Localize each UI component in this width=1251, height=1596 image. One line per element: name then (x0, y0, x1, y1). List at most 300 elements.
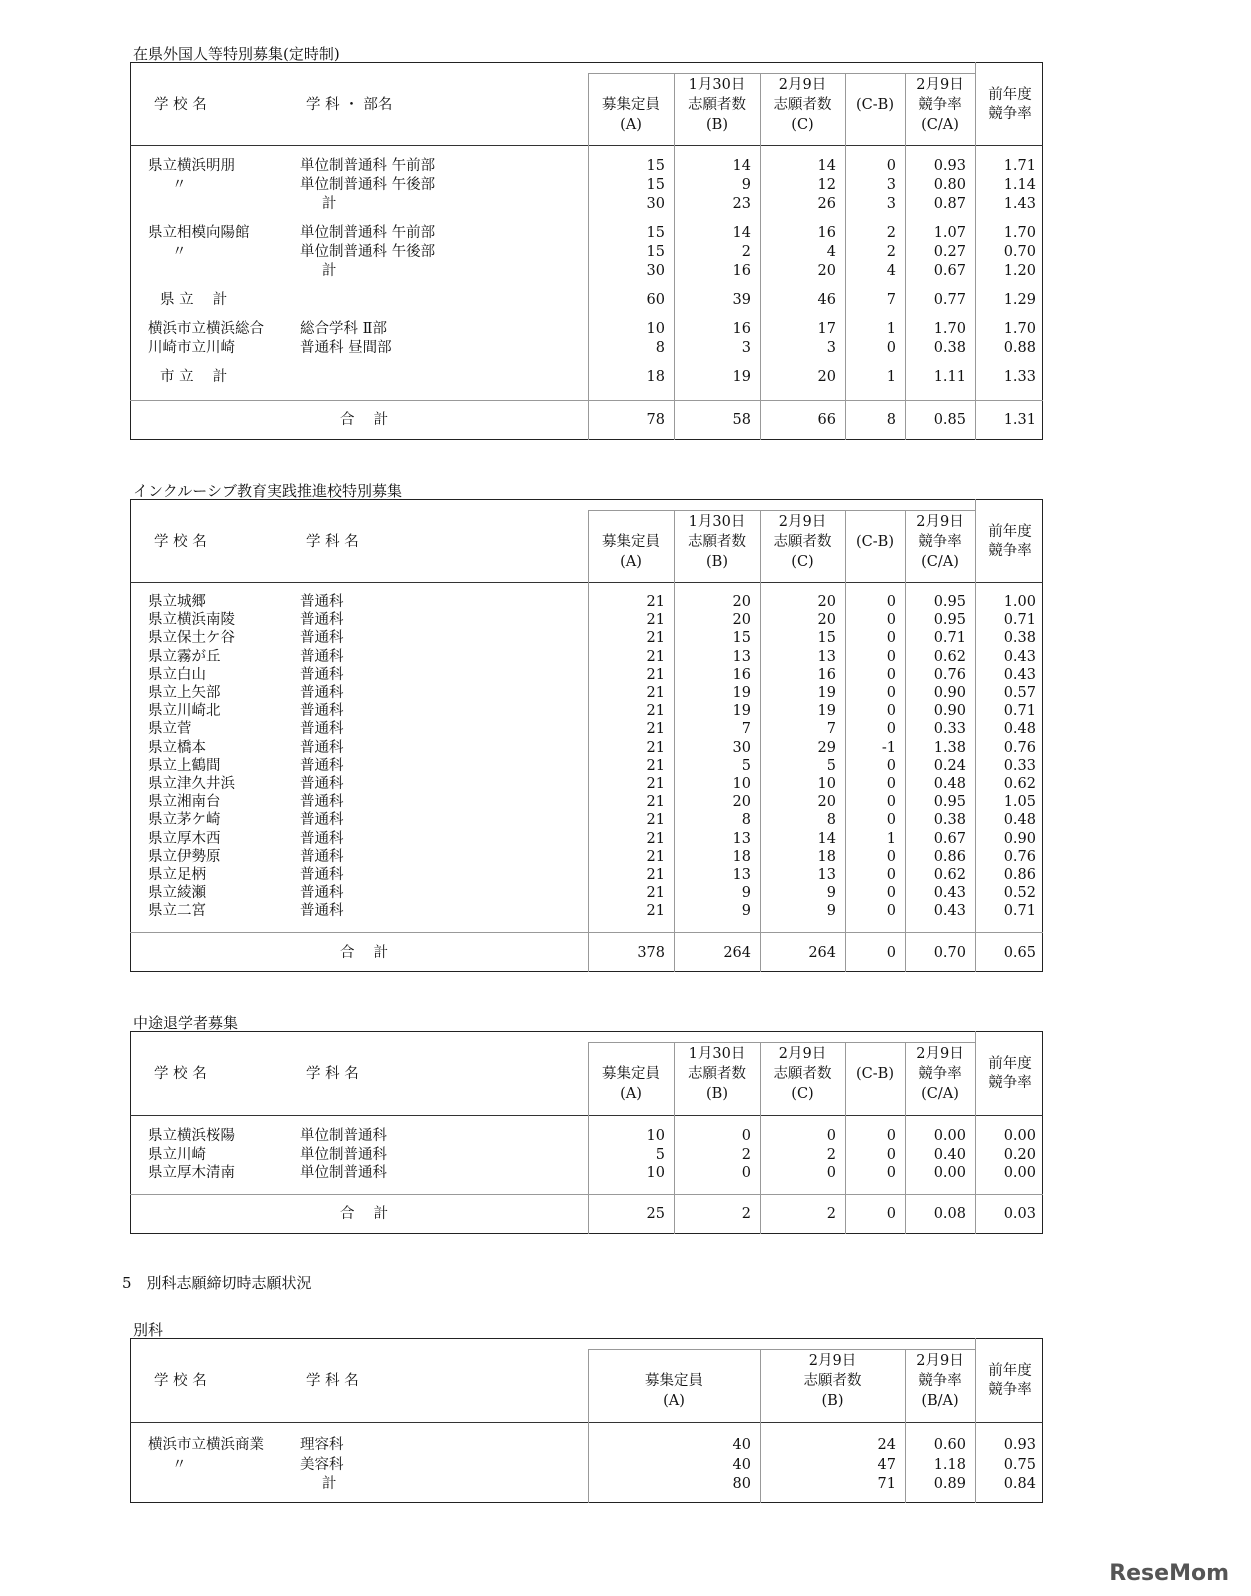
header-school: 学 校 名 (154, 534, 207, 550)
cell-value: 14 (732, 225, 751, 241)
cell-value: 71 (877, 1476, 896, 1492)
column-header: 競争率 (918, 1066, 962, 1082)
cell-value: 1.29 (1003, 292, 1036, 308)
total-divider (130, 1194, 1043, 1195)
header-dept: 学 科 名 (306, 1066, 359, 1082)
cell-value: 0.76 (1003, 740, 1036, 756)
school-name: 県 立 計 (160, 292, 228, 308)
header-divider (130, 1115, 1043, 1116)
cell-value: 21 (646, 594, 665, 610)
column-header: (C-B) (856, 97, 894, 113)
cell-value: 80 (732, 1476, 751, 1492)
cell-value: 19 (732, 685, 751, 701)
cell-value: 0.33 (1003, 758, 1036, 774)
cell-value: 10 (646, 1165, 665, 1181)
column-header: 募集定員 (602, 1066, 660, 1082)
cell-value: 0 (886, 340, 896, 356)
cell-value: 9 (741, 885, 751, 901)
cell-value: 0.62 (933, 867, 966, 883)
school-name: 川崎市立川崎 (148, 340, 235, 356)
cell-value: 0.48 (1003, 721, 1036, 737)
cell-value: 0 (886, 812, 896, 828)
cell-value: 1.05 (1003, 794, 1036, 810)
school-name: 県立茅ケ崎 (148, 812, 221, 828)
column-header: (B) (706, 1086, 728, 1102)
cell-value: 16 (732, 263, 751, 279)
cell-value: 0.90 (933, 703, 966, 719)
column-header: 競争率 (918, 534, 962, 550)
column-header: 募集定員 (602, 534, 660, 550)
header-school: 学 校 名 (154, 1373, 207, 1389)
cell-value: 0.20 (1003, 1147, 1036, 1163)
school-name: 県立厚木西 (148, 831, 221, 847)
cell-value: 0.86 (1003, 867, 1036, 883)
cell-value: 20 (817, 794, 836, 810)
cell-value: 0.00 (1003, 1128, 1036, 1144)
school-name: 県立城郷 (148, 594, 206, 610)
cell-value: 21 (646, 812, 665, 828)
cell-value: 20 (817, 612, 836, 628)
cell-value: 1.14 (1003, 177, 1036, 193)
cell-value: 20 (732, 612, 751, 628)
column-header: 競争率 (918, 97, 962, 113)
school-name: 県立横浜南陵 (148, 612, 235, 628)
column-header: (A) (620, 1086, 642, 1102)
cell-value: 21 (646, 630, 665, 646)
cell-value: 30 (646, 196, 665, 212)
total-value: 78 (646, 412, 665, 428)
column-header: 前年度 (988, 87, 1032, 103)
department-name: 普通科 (300, 667, 344, 683)
department-name: 単位制普通科 午後部 (300, 177, 436, 193)
column-header: 志願者数 (688, 534, 746, 550)
column-header: 1月30日 (688, 1046, 746, 1062)
cell-value: 4 (886, 263, 896, 279)
cell-value: 19 (817, 703, 836, 719)
cell-value: 21 (646, 649, 665, 665)
cell-value: 0.87 (933, 196, 966, 212)
total-value: 378 (637, 945, 665, 961)
cell-value: 20 (732, 794, 751, 810)
school-name: 県立川崎 (148, 1147, 206, 1163)
cell-value: 17 (817, 321, 836, 337)
cell-value: 0.89 (933, 1476, 966, 1492)
cell-value: 19 (732, 369, 751, 385)
school-name: 県立横浜明朋 (148, 158, 235, 174)
column-header: (A) (620, 554, 642, 570)
cell-value: 15 (646, 158, 665, 174)
header-divider (130, 1422, 1043, 1423)
column-header: (C) (791, 554, 814, 570)
cell-value: 10 (732, 776, 751, 792)
cell-value: 0 (886, 794, 896, 810)
cell-value: 0.76 (1003, 849, 1036, 865)
column-header: 2月9日 (808, 1353, 857, 1369)
total-value: 2 (741, 1206, 751, 1222)
column-header: 志願者数 (773, 534, 832, 550)
total-value: 0.03 (1003, 1206, 1036, 1222)
department-name: 普通科 (300, 903, 344, 919)
column-header: 募集定員 (602, 97, 660, 113)
department-name: 普通科 (300, 612, 344, 628)
cell-value: 1.38 (933, 740, 966, 756)
department-name: 普通科 (300, 740, 344, 756)
cell-value: 1 (886, 369, 896, 385)
header-divider (130, 582, 1043, 583)
total-value: 0.85 (933, 412, 966, 428)
cell-value: 14 (732, 158, 751, 174)
department-name: 単位制普通科 午後部 (300, 244, 436, 260)
cell-value: 21 (646, 885, 665, 901)
school-name: 〃 (172, 1457, 187, 1473)
cell-value: 15 (646, 225, 665, 241)
school-name: 県立足柄 (148, 867, 206, 883)
header-divider (130, 145, 1043, 146)
column-header: (C) (791, 1086, 814, 1102)
cell-value: 23 (732, 196, 751, 212)
school-name: 県立厚木清南 (148, 1165, 235, 1181)
cell-value: 0.00 (933, 1165, 966, 1181)
total-value: 0.65 (1003, 945, 1036, 961)
cell-value: 26 (817, 196, 836, 212)
cell-value: 0.27 (933, 244, 966, 260)
department-name: 普通科 (300, 831, 344, 847)
cell-value: 0.67 (933, 263, 966, 279)
department-name: 普通科 (300, 630, 344, 646)
cell-value: 10 (646, 321, 665, 337)
cell-value: 0 (886, 885, 896, 901)
cell-value: 16 (732, 667, 751, 683)
cell-value: 2 (886, 225, 896, 241)
cell-value: 8 (741, 812, 751, 828)
column-header: (B/A) (921, 1393, 959, 1409)
cell-value: 46 (817, 292, 836, 308)
cell-value: 1.43 (1003, 196, 1036, 212)
school-name: 県立上鶴間 (148, 758, 221, 774)
school-name: 県立橋本 (148, 740, 206, 756)
cell-value: 2 (826, 1147, 836, 1163)
department-name: 単位制普通科 (300, 1165, 387, 1181)
cell-value: 14 (817, 831, 836, 847)
total-divider (130, 400, 1043, 401)
watermark-logo: ReseMom (1109, 1561, 1229, 1586)
cell-value: 47 (877, 1457, 896, 1473)
cell-value: 10 (646, 1128, 665, 1144)
column-header: 前年度 (988, 524, 1032, 540)
cell-value: 0.95 (933, 612, 966, 628)
cell-value: 0.93 (933, 158, 966, 174)
header-box-top (588, 73, 975, 74)
total-value: 2 (826, 1206, 836, 1222)
school-name: 横浜市立横浜総合 (148, 321, 264, 337)
cell-value: 21 (646, 867, 665, 883)
cell-value: 20 (817, 369, 836, 385)
cell-value: 0 (886, 758, 896, 774)
cell-value: 1.20 (1003, 263, 1036, 279)
cell-value: 29 (817, 740, 836, 756)
cell-value: 0 (886, 1147, 896, 1163)
column-header: 2月9日 (916, 1353, 964, 1369)
column-header: (B) (706, 554, 728, 570)
department-name: 普通科 (300, 885, 344, 901)
cell-value: 5 (741, 758, 751, 774)
cell-value: 0.43 (1003, 667, 1036, 683)
cell-value: -1 (881, 740, 896, 756)
header-box-top (588, 510, 975, 511)
cell-value: 0.90 (933, 685, 966, 701)
cell-value: 18 (646, 369, 665, 385)
department-name: 美容科 (300, 1457, 344, 1473)
cell-value: 0 (886, 594, 896, 610)
school-name: 県立保土ケ谷 (148, 630, 235, 646)
cell-value: 30 (732, 740, 751, 756)
cell-value: 0.71 (933, 630, 966, 646)
column-header: 2月9日 (778, 77, 827, 93)
total-value: 264 (723, 945, 751, 961)
total-value: 58 (732, 412, 751, 428)
cell-value: 7 (741, 721, 751, 737)
cell-value: 0.88 (1003, 340, 1036, 356)
cell-value: 40 (732, 1457, 751, 1473)
cell-value: 39 (732, 292, 751, 308)
cell-value: 4 (826, 244, 836, 260)
cell-value: 0.93 (1003, 1437, 1036, 1453)
header-dept: 学 科 名 (306, 534, 359, 550)
cell-value: 0 (886, 903, 896, 919)
department-name: 普通科 (300, 867, 344, 883)
cell-value: 0.38 (933, 812, 966, 828)
total-label: 合 計 (340, 412, 389, 428)
cell-value: 0.48 (933, 776, 966, 792)
cell-value: 16 (732, 321, 751, 337)
total-label: 合 計 (340, 1206, 389, 1222)
column-header: 競争率 (988, 106, 1032, 122)
cell-value: 1.70 (1003, 225, 1036, 241)
column-header: 志願者数 (688, 97, 746, 113)
cell-value: 21 (646, 903, 665, 919)
cell-value: 15 (646, 244, 665, 260)
cell-value: 0.95 (933, 594, 966, 610)
cell-value: 1.71 (1003, 158, 1036, 174)
header-dept: 学 科 ・ 部名 (306, 97, 393, 113)
cell-value: 1 (886, 321, 896, 337)
total-value: 0.08 (933, 1206, 966, 1222)
department-name: 総合学科 Ⅱ部 (300, 321, 387, 337)
department-name: 普通科 (300, 594, 344, 610)
column-header: 前年度 (988, 1056, 1032, 1072)
school-name: 県立横浜桜陽 (148, 1128, 235, 1144)
cell-value: 15 (732, 630, 751, 646)
cell-value: 0.43 (933, 885, 966, 901)
school-name: 〃 (172, 244, 187, 260)
cell-value: 21 (646, 703, 665, 719)
cell-value: 2 (886, 244, 896, 260)
cell-value: 0 (826, 1128, 836, 1144)
column-header: (C-B) (856, 1066, 894, 1082)
column-header: 2月9日 (916, 77, 964, 93)
cell-value: 0.86 (933, 849, 966, 865)
column-header: 2月9日 (916, 514, 964, 530)
cell-value: 5 (655, 1147, 665, 1163)
cell-value: 0 (826, 1165, 836, 1181)
school-name: 県立湘南台 (148, 794, 221, 810)
department-name: 普通科 (300, 721, 344, 737)
total-value: 66 (817, 412, 836, 428)
cell-value: 9 (741, 903, 751, 919)
cell-value: 0.67 (933, 831, 966, 847)
column-header: (C/A) (921, 1086, 959, 1102)
cell-value: 0.48 (1003, 812, 1036, 828)
cell-value: 1.18 (933, 1457, 966, 1473)
school-name: 市 立 計 (160, 369, 228, 385)
cell-value: 21 (646, 685, 665, 701)
cell-value: 1.11 (933, 369, 966, 385)
cell-value: 3 (741, 340, 751, 356)
column-header: 1月30日 (688, 514, 746, 530)
cell-value: 0.60 (933, 1437, 966, 1453)
cell-value: 0.76 (933, 667, 966, 683)
total-value: 0.70 (933, 945, 966, 961)
cell-value: 20 (817, 594, 836, 610)
cell-value: 9 (826, 885, 836, 901)
department-name: 普通科 昼間部 (300, 340, 392, 356)
cell-value: 18 (732, 849, 751, 865)
cell-value: 16 (817, 225, 836, 241)
total-value: 0 (886, 945, 896, 961)
cell-value: 19 (732, 703, 751, 719)
cell-value: 12 (817, 177, 836, 193)
cell-value: 0.84 (1003, 1476, 1036, 1492)
school-name: 県立津久井浜 (148, 776, 235, 792)
cell-value: 0.71 (1003, 612, 1036, 628)
table-title: 中途退学者募集 (133, 1014, 239, 1032)
cell-value: 0 (886, 867, 896, 883)
column-header: 競争率 (988, 1075, 1032, 1091)
department-name: 単位制普通科 午前部 (300, 225, 436, 241)
cell-value: 21 (646, 776, 665, 792)
cell-value: 0.70 (1003, 244, 1036, 260)
cell-value: 0.57 (1003, 685, 1036, 701)
cell-value: 10 (817, 776, 836, 792)
cell-value: 1.70 (1003, 321, 1036, 337)
cell-value: 1.33 (1003, 369, 1036, 385)
school-name: 県立二宮 (148, 903, 206, 919)
column-header: 志願者数 (773, 1066, 832, 1082)
cell-value: 40 (732, 1437, 751, 1453)
table-title: 在県外国人等特別募集(定時制) (133, 45, 340, 63)
cell-value: 0.90 (1003, 831, 1036, 847)
cell-value: 0.75 (1003, 1457, 1036, 1473)
cell-value: 30 (646, 263, 665, 279)
school-name: 横浜市立横浜商業 (148, 1437, 264, 1453)
column-header: 2月9日 (916, 1046, 964, 1062)
header-dept: 学 科 名 (306, 1373, 359, 1389)
column-header: 前年度 (988, 1363, 1032, 1379)
school-name: 県立伊勢原 (148, 849, 221, 865)
cell-value: 21 (646, 831, 665, 847)
cell-value: 14 (817, 158, 836, 174)
cell-value: 0.43 (933, 903, 966, 919)
total-value: 25 (646, 1206, 665, 1222)
cell-value: 1.70 (933, 321, 966, 337)
cell-value: 21 (646, 667, 665, 683)
header-school: 学 校 名 (154, 97, 207, 113)
cell-value: 8 (826, 812, 836, 828)
cell-value: 0.77 (933, 292, 966, 308)
cell-value: 20 (732, 594, 751, 610)
cell-value: 21 (646, 849, 665, 865)
column-header: 競争率 (918, 1373, 962, 1389)
column-header: 競争率 (988, 1382, 1032, 1398)
cell-value: 0 (886, 849, 896, 865)
school-name: 〃 (172, 177, 187, 193)
cell-value: 2 (741, 1147, 751, 1163)
cell-value: 1 (886, 831, 896, 847)
cell-value: 21 (646, 612, 665, 628)
school-name: 県立相模向陽館 (148, 225, 250, 241)
header-box-top (588, 1349, 975, 1350)
department-name: 理容科 (300, 1437, 344, 1453)
column-header: (C) (791, 117, 814, 133)
cell-value: 24 (877, 1437, 896, 1453)
cell-value: 1.07 (933, 225, 966, 241)
school-name: 県立綾瀬 (148, 885, 206, 901)
cell-value: 0.00 (933, 1128, 966, 1144)
column-header: 志願者数 (803, 1373, 862, 1389)
cell-value: 2 (741, 244, 751, 260)
cell-value: 0.95 (933, 794, 966, 810)
cell-value: 18 (817, 849, 836, 865)
cell-value: 20 (817, 263, 836, 279)
total-value: 1.31 (1003, 412, 1036, 428)
cell-value: 0 (741, 1165, 751, 1181)
cell-value: 0.80 (933, 177, 966, 193)
department-name: 計 (322, 263, 337, 279)
column-header: (A) (663, 1393, 685, 1409)
cell-value: 5 (826, 758, 836, 774)
cell-value: 13 (732, 649, 751, 665)
column-header: 志願者数 (688, 1066, 746, 1082)
cell-value: 0.38 (1003, 630, 1036, 646)
cell-value: 0.40 (933, 1147, 966, 1163)
cell-value: 7 (826, 721, 836, 737)
cell-value: 3 (886, 196, 896, 212)
cell-value: 0.00 (1003, 1165, 1036, 1181)
header-school: 学 校 名 (154, 1066, 207, 1082)
table-title: 別科 (133, 1321, 164, 1339)
column-header: 競争率 (988, 543, 1032, 559)
cell-value: 13 (817, 867, 836, 883)
school-name: 県立霧が丘 (148, 649, 221, 665)
column-header: (C/A) (921, 554, 959, 570)
department-name: 普通科 (300, 794, 344, 810)
total-value: 8 (886, 412, 896, 428)
cell-value: 13 (817, 649, 836, 665)
cell-value: 21 (646, 758, 665, 774)
cell-value: 0 (886, 630, 896, 646)
cell-value: 0.24 (933, 758, 966, 774)
cell-value: 9 (826, 903, 836, 919)
section5-heading: 5 別科志願締切時志願状況 (122, 1274, 312, 1292)
column-header: (C-B) (856, 534, 894, 550)
column-header: (A) (620, 117, 642, 133)
cell-value: 0.43 (1003, 649, 1036, 665)
cell-value: 21 (646, 740, 665, 756)
column-header: 1月30日 (688, 77, 746, 93)
cell-value: 0.71 (1003, 903, 1036, 919)
column-header: 2月9日 (778, 1046, 827, 1062)
column-header: (B) (706, 117, 728, 133)
